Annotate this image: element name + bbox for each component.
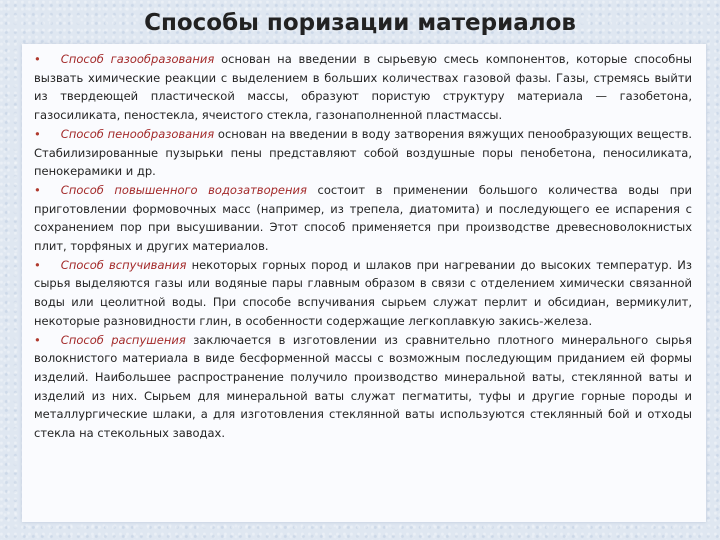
- content-text: [34, 50, 692, 443]
- method-name: Способ вспучивания: [60, 257, 187, 272]
- bullet-icon: •: [34, 257, 41, 272]
- method-description: некоторых горных пород и шлаков при нагревании до высоких температур. Из сырья выделяются газы или водяные пары главным образом в связи с отделением химически связанной воды или цеолитной воды. При способе вспучивания сырьем служат перлит и обсидиан, вермикулит, некоторые разновидности глин, в особенности содержащие легкоплавкую закись-железа.: [34, 257, 692, 328]
- bullet-icon: •: [34, 126, 41, 141]
- bullet-icon: •: [34, 332, 41, 347]
- paragraph-foam-formation: [34, 125, 692, 181]
- bullet-icon: •: [34, 182, 41, 197]
- method-description: заключается в изготовлении из сравнительно плотного минерального сырья волокнистого материала в виде бесформенной массы с возможным последующим приданием ей формы изделий. Наибольшее распространение получило производство минеральной ваты, стеклянной ваты и изделий из них. Сырьем для минеральной ваты служат пегматиты, туфы и другие горные породы и металлургические шлаки, а для изготовления стеклянной ваты используются стеклянный бой и отходы стекла на стекольных заводах.: [34, 332, 692, 441]
- method-description: основан на введении в сырьевую смесь компонентов, которые способны вызвать химические реакции с выделением в больших количествах газовой фазы. Газы, стремясь выйти из твердеющей пластической массы, образуют пористую структуру материала — газобетона, газосиликата, пеностекла, ячеистого стекла, газонаполненной пластмассы.: [34, 52, 692, 123]
- method-name: Способ распушения: [60, 332, 186, 347]
- paragraph-expansion: [34, 256, 692, 331]
- method-name: Способ повышенного водозатворения: [60, 182, 307, 197]
- method-description: основан на введении в воду затворения вяжущих пенообразующих веществ. Стабилизированные пузырьки пены представляют собой воздушные поры пенобетона, пеносиликата, пенокерамики и др.: [34, 126, 692, 179]
- method-name: Способ газообразования: [60, 52, 215, 66]
- paragraph-fluffing: [34, 331, 692, 443]
- paragraph-increased-water: [34, 181, 692, 256]
- paragraph-gas-formation: [34, 50, 692, 125]
- bullet-icon: •: [34, 52, 41, 66]
- slide-title: Способы поризации материалов: [144, 10, 576, 36]
- method-description: состоит в применении большого количества воды при приготовлении формовочных масс (например, из трепела, диатомита) и последующего ее испарения с сохранением пор при высушивании. Этот способ применяется при производстве древесноволокнистых плит, торфяных и других материалов.: [34, 182, 692, 254]
- method-name: Способ пенообразования: [60, 126, 215, 141]
